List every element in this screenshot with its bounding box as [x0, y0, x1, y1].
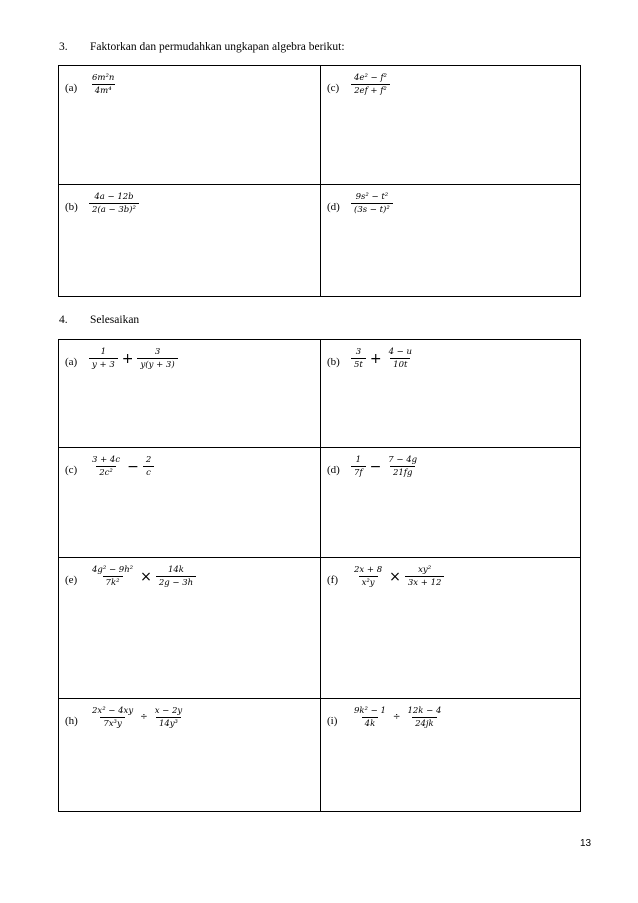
denominator: 2ef + f² [351, 84, 390, 96]
item-label: (f) [327, 574, 338, 586]
numerator: 3 + 4c [92, 455, 121, 465]
question-4-table [58, 339, 581, 812]
numerator: 4 − u [388, 347, 412, 357]
fraction [351, 706, 389, 729]
question-4-number: 4. [59, 314, 68, 326]
denominator: 14y³ [156, 717, 181, 729]
numerator: 9s² − t² [355, 192, 389, 202]
fraction [351, 455, 366, 478]
operator: − [127, 458, 139, 475]
fraction [89, 455, 123, 478]
operator: × [389, 568, 401, 585]
q4-cell-f [321, 558, 581, 699]
denominator: y + 3 [89, 358, 118, 370]
fraction [351, 192, 393, 215]
item-label: (b) [327, 356, 340, 368]
question-3-table [58, 65, 581, 297]
denominator: 7k² [103, 576, 123, 588]
q3-cell-b [59, 185, 321, 297]
question-4-instruction: Selesaikan [90, 314, 140, 326]
denominator: (3s − t)² [351, 203, 393, 215]
numerator: 2 [145, 455, 152, 465]
numerator: 2x² − 4xy [92, 706, 134, 716]
math-expression [351, 73, 390, 96]
numerator: 2x + 8 [354, 565, 383, 575]
fraction [137, 347, 177, 370]
q4-cell-b [321, 340, 581, 448]
fraction [351, 73, 390, 96]
denominator: 21fg [390, 466, 415, 478]
item-label: (d) [327, 201, 340, 213]
question-4-heading [0, 314, 638, 330]
numerator: 6m²n [92, 73, 115, 83]
denominator: c [143, 466, 154, 478]
question-3-number: 3. [59, 41, 68, 53]
numerator: 14k [167, 565, 184, 575]
math-expression [89, 73, 117, 96]
page-number: 13 [580, 838, 592, 849]
fraction [143, 455, 154, 478]
fraction [156, 565, 196, 588]
denominator: 4m⁴ [92, 84, 115, 96]
math-expression [351, 706, 444, 729]
operator: + [121, 350, 134, 367]
q3-cell-d [321, 185, 581, 297]
denominator: x²y [359, 576, 378, 588]
numerator: x − 2y [154, 706, 183, 716]
operator: ÷ [140, 712, 148, 722]
math-expression [351, 455, 420, 478]
operator: ÷ [392, 712, 401, 722]
math-expression [351, 347, 415, 370]
fraction [405, 565, 445, 588]
fraction [89, 73, 117, 96]
numerator: 7 − 4g [388, 455, 418, 465]
q3-cell-a [59, 66, 321, 185]
fraction [351, 347, 366, 370]
math-expression [89, 455, 154, 478]
denominator: 7f [351, 466, 366, 478]
operator: × [140, 568, 152, 585]
item-label: (a) [65, 82, 78, 94]
numerator: 9k² − 1 [354, 706, 386, 716]
item-label: (a) [65, 356, 78, 368]
fraction [385, 455, 420, 478]
numerator: 4g² − 9h² [92, 565, 134, 575]
denominator: 2g − 3h [156, 576, 196, 588]
math-expression [351, 192, 393, 215]
q4-cell-e [59, 558, 321, 699]
denominator: 2c² [96, 466, 116, 478]
numerator: 12k − 4 [407, 706, 442, 716]
question-3-instruction: Faktorkan dan permudahkan ungkapan algebra berikut: [90, 41, 345, 53]
denominator: 3x + 12 [405, 576, 445, 588]
item-label: (d) [327, 464, 340, 476]
math-expression [89, 192, 139, 215]
denominator: 10t [390, 358, 410, 370]
fraction [404, 706, 444, 729]
q4-cell-a [59, 340, 321, 448]
item-label: (c) [327, 82, 340, 94]
item-label: (h) [65, 715, 78, 727]
numerator: xy² [418, 565, 432, 575]
question-3-heading [0, 41, 638, 57]
item-label: (b) [65, 201, 78, 213]
item-label: (e) [65, 574, 78, 586]
numerator: 3 [355, 347, 362, 357]
operator: − [369, 458, 382, 475]
q4-cell-i [321, 699, 581, 812]
numerator: 1 [100, 347, 107, 357]
denominator: 24jk [412, 717, 437, 729]
numerator: 3 [154, 347, 161, 357]
operator: + [369, 350, 382, 367]
fraction [89, 706, 136, 729]
numerator: 4a − 12b [94, 192, 134, 202]
q4-cell-d [321, 448, 581, 558]
fraction [152, 706, 186, 729]
denominator: 4k [362, 717, 379, 729]
math-expression [89, 706, 185, 729]
math-expression [89, 565, 196, 588]
denominator: 5t [351, 358, 366, 370]
fraction [89, 347, 118, 370]
item-label: (i) [327, 715, 338, 727]
denominator: 2(a − 3b)² [89, 203, 139, 215]
fraction [89, 192, 139, 215]
item-label: (c) [65, 464, 78, 476]
numerator: 4e² − f² [354, 73, 387, 83]
denominator: 7x³y [100, 717, 124, 729]
math-expression [351, 565, 444, 588]
math-expression [89, 347, 178, 370]
q4-cell-h [59, 699, 321, 812]
fraction [89, 565, 136, 588]
fraction [351, 565, 385, 588]
denominator: y(y + 3) [137, 358, 177, 370]
q3-cell-c [321, 66, 581, 185]
q4-cell-c [59, 448, 321, 558]
numerator: 1 [355, 455, 361, 465]
fraction [386, 347, 415, 370]
